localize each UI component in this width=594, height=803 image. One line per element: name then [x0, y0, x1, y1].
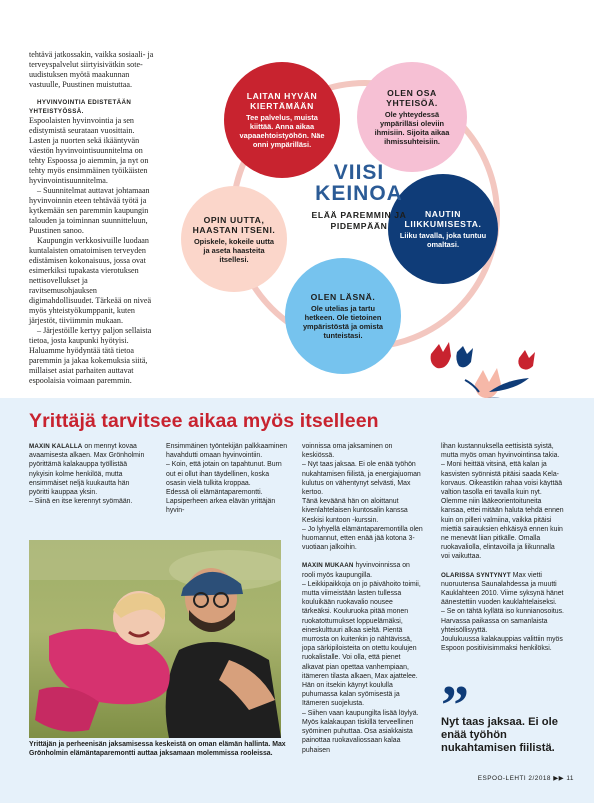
story-column-3	[302, 442, 424, 755]
story-text: Edessä oli elämäntaparemontti. Lapsiperheen arkea elävän yrittäjän hyvin-	[166, 489, 276, 515]
story-text: voinnissa oma jaksaminen on keskiössä.	[302, 443, 393, 460]
story-text: – Siinä en itse kerennyt syömään.	[29, 498, 133, 506]
story-text: lihan kustannuksella eettisistä syistä, mutta myös oman hyvinvointinsa takia.	[441, 443, 560, 460]
story-text: Joulukuussa kalakauppias valittiin myös Espoon positiivisimmaksi henkilöksi.	[441, 636, 563, 653]
article-paragraph: – Suunnitelmat auttavat johtamaan hyvinvoinnin eteen tehtävää työtä ja kytkemään sen paremmin kaupungin talouden ja toiminnan suunnitteluun, Puustinen sanoo.	[29, 186, 150, 235]
infographic-subtitle: ELÄÄ PAREMMIN JA PIDEMPÄÄN	[311, 210, 407, 231]
story-text: Hän on itsekin käynyt koululla puhumassa kalan syömisestä ja Itämeren suojelusta.	[302, 682, 400, 708]
article-column	[29, 50, 157, 386]
circle-text: Tee palvelus, muista kiittää. Anna aikaa vapaaehtoistyöhön. Näe onni ympärilläsi.	[239, 113, 325, 149]
lead-keyword: MAXIN KALALLA	[29, 443, 83, 450]
circle-title: LAITAN HYVÄN KIERTÄMÄÄN	[246, 91, 318, 111]
circle-text: Ole utelias ja tartu hetkeen. Ole tietoinen ympäristöstä ja omista tunteistasi.	[302, 304, 384, 340]
article-paragraph: tehtävä jatkossakin, vaikka sosiaali- ja terveyspalvelut siirtyisivätkin sote-uudistuksen myötä maakunnan vastuulle, Puustinen muistuttaa.	[29, 50, 154, 89]
story-headline: Yrittäjä tarvitsee aikaa myös itselleen	[29, 410, 379, 432]
photo-caption: Yrittäjän ja perheenisän jaksamisessa keskeistä on oman elämän hallinta. Max Grönholmin elämäntaparemontti auttaa jaksamaan molemmissa rooleissa.	[29, 741, 286, 757]
story-text: – Jo lyhyellä elämäntaparemontilla olen huomannut, etten enää jää kotona 3-vuotiaan jalkoihin.	[302, 525, 423, 552]
story-text: – Koin, että jotain on tapahtunut. Burn out ei ollut ihan täydellinen, koska osasin vielä tulkita kroppaa.	[166, 461, 282, 487]
page-footer: ESPOO-LEHTI 2/2018 ▶▶ 11	[477, 775, 574, 782]
circle-title: NAUTIN LIIKKUMISESTA.	[404, 209, 482, 229]
circle-opin-uutta	[181, 186, 287, 292]
story-text: Myös kalakaupan tiskillä terveellinen syöminen puhuttaa. Osa asiakkaista painottaa ruokavaliossaan kalaa puhaisen	[302, 718, 414, 754]
story-text: – Moni heittää vitsinä, että kalan ja kasvisten syönnistä pitäisi saada Kela-korvaus. Oikeastikin rahaa voisi käyttää valtion tasolla eri tavalla kuin nyt. Olemme niin lääkeorientoituneita kansaa, ettei mitään haluta tehdä ennen kuin on pilleri valmiina, vaikka pitäisi miettiä sairauksien ehkäisyä ennen kuin ne menevät liian pitkälle. Omalla ruokavaliolla, elintavoilla ja liikunnalla voi vaikuttaa.	[441, 461, 564, 561]
story-text: Ensimmäinen työntekijän palkkaaminen havahdutti omaan hyvinvointiin.	[166, 443, 288, 460]
circle-yhteiso	[357, 62, 467, 172]
infographic-title-line2: KEINOA	[315, 182, 403, 205]
story-column-1	[29, 442, 151, 506]
circle-text: Opiskele, kokeile uutta ja aseta haasteita itsellesi.	[193, 236, 275, 264]
circle-title: OLEN OSA YHTEISÖÄ.	[386, 88, 438, 108]
story-text: Tänä keväänä hän on aloittanut kivenlahtelaisen kuntosalin kanssa Keskisi kuntoon -kurssin.	[302, 498, 408, 524]
article-paragraph: – Järjestöille kertyy paljon sellaista tietoa, josta kaupunki hyötyisi. Haluamme hyödyntää tätä tietoa paremmin ja jakaa kokemuksia siitä, millaiset asiat parhaiten auttavat espoolaisia voimaan paremmin.	[29, 326, 152, 385]
section-keyword: OLARISSA SYNTYNYT	[441, 571, 511, 579]
story-text: – Se on tähtä kyllätä iso kunnianosoitus. Harvassa paikassa on samanlaista yhteisöllisyyttä.	[441, 608, 564, 634]
pull-quote: Nyt taas jaksaa. Ei ole enää työhön nukahtamisen fiilistä.	[441, 716, 558, 754]
story-text: – Siihen vaan kaupungilta lisää löylyä.	[302, 709, 419, 717]
circle-lasna	[285, 258, 401, 374]
section-keyword: MAXIN MUKAAN	[302, 562, 354, 570]
story-column-4	[441, 442, 565, 653]
five-ways-infographic	[160, 40, 594, 400]
infographic-title	[310, 162, 408, 231]
story-text: on mennyt kovaa avaamisesta alkaen. Max Grönholmin pyörittämä kalakauppa työllistää nykyisin kolme henkilöä, mutta ensimmäiset neljä kuukautta hän pyöritti kauppaa yksin.	[29, 443, 145, 497]
photo-illustration	[29, 540, 281, 738]
story-text: – Nyt taas jaksaa. Ei ole enää työhön nukahtamisen fiilistä, ja energiajuoman kulutus on vähentynyt selvästi, Max kertoo.	[302, 461, 421, 497]
quote-mark-icon: ”	[441, 675, 469, 737]
circle-title: OLEN LÄSNÄ.	[310, 292, 376, 302]
story-column-2	[166, 442, 288, 516]
circle-hyva	[224, 62, 340, 178]
article-paragraph: Espoolaisten hyvinvointia ja sen edistymistä seurataan vuosittain. Lasten ja nuorten sekä ikääntyvän väestön hyvinvointisuunnitelma on tehty Espoossa jo aiemmin, ja nyt on tehty myös ensimmäinen työikäisten hyvinvointisuunnitelma.	[29, 116, 149, 185]
story-text: Max vietti nuoruutensa Saunalahdessa ja muutti Kauklahteen 2010. Viime syksynä hänet äänestettiin vuoden kauklahtelaiseksi.	[441, 571, 564, 607]
circle-title: OPIN UUTTA, HAASTAN ITSENI.	[192, 214, 276, 235]
father-child-photo	[29, 540, 281, 738]
circle-text: Liiku tavalla, joka tuntuu omaltasi.	[399, 231, 487, 249]
story-text: hyvinvoinnissa on rooli myös kaupungilla.	[302, 562, 410, 579]
article-paragraph: Kaupungin verkkosivuille luodaan kuntalaisten omatoimisen terveyden edistämisen kokonaisuus, jossa ovat esimerkiksi tupakasta vierotuksen nettisovellukset ja ravitsemusohjauksen digimahdollisuudet. Tärkeää on niveä myös yhteistyökumppanit, kuten järjestöt, tiiviimmin mukaan.	[29, 236, 152, 325]
circle-text: Ole yhteydessä ympärilläsi oleviin ihmisiin. Sijoita aikaa ihmissuhteisiin.	[374, 110, 450, 146]
infographic-title-line1: VIISI	[333, 161, 385, 184]
story-text: – Leikkipaikkoja on jo päivähoito toimii, mutta viimeistään lasten tullessa kouluikään ruokavalio nousee tärkeäksi. Kouluruoka pitää monen ruokatottumukset loppuelämäksi, eineskulttuuri alkaa sieltä. Pientä murrosta on kuitenkin jo nähtävissä, jopa särkipiloisteita on otettu koulujen ruokalistalle. Voi olla, että pienet alkavat pian opettaa vanhempiaan, itämeren tilasta alkaen, Max ajattelee.	[302, 580, 421, 680]
article-subheading: HYVINVOINTIA EDISTETÄÄN YHTEISTYÖSSÄ.	[29, 99, 132, 115]
